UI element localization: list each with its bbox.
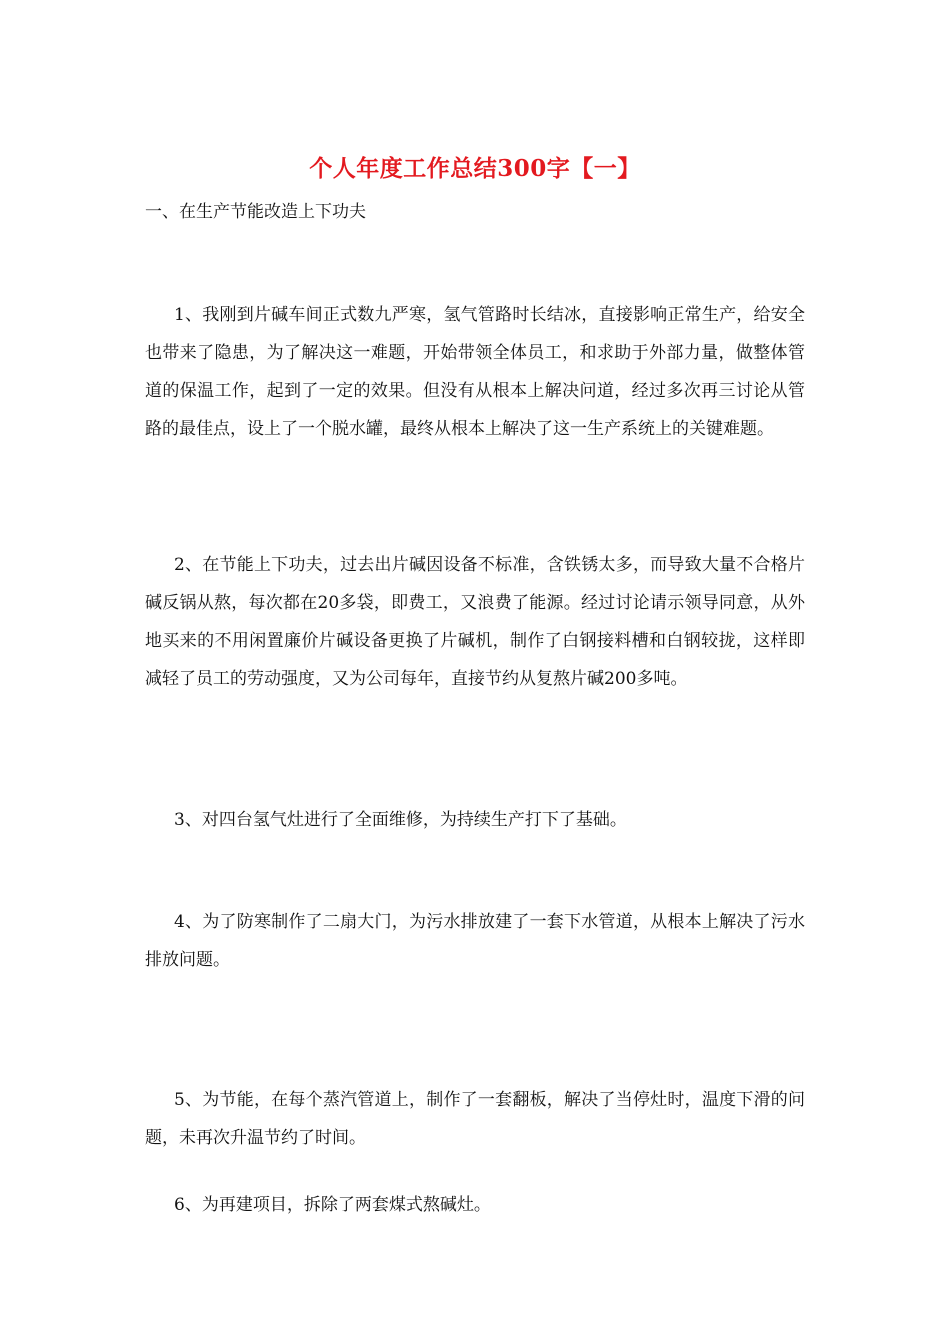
paragraph-1: 1、我刚到片碱车间正式数九严寒，氢气管路时长结冰，直接影响正常生产，给安全也带来了隐患，为了解决这一难题，开始带领全体员工，和求助于外部力量，做整体管道的保温工作，起到了一定的效果。但没有从根本上解决问道，经过多次再三讨论从管路的最佳点，设上了一个脱水罐，最终从根本上解决了这一生产系统上的关键难题。 [145, 305, 805, 439]
paragraph-2: 2、在节能上下功夫，过去出片碱因设备不标准，含铁锈太多，而导致大量不合格片碱反锅从熬，每次都在20多袋，即费工，又浪费了能源。经过讨论请示领导同意，从外地买来的不用闲置廉价片碱设备更换了片碱机，制作了白钢接料槽和白钢较拢，这样即减轻了员工的劳动强度，又为公司每年，直接节约从复熬片碱200多吨。 [145, 555, 805, 689]
paragraph-5: 5、为节能，在每个蒸汽管道上，制作了一套翻板，解决了当停灶时，温度下滑的问题，未再次升温节约了时间。 [145, 1090, 805, 1148]
paragraph-4: 4、为了防寒制作了二扇大门，为污水排放建了一套下水管道，从根本上解决了污水排放问题。 [145, 912, 805, 970]
section-heading: 一、在生产节能改造上下功夫 [145, 202, 366, 222]
document-title: 个人年度工作总结300字【一】 [309, 155, 641, 182]
paragraph-3: 3、对四台氢气灶进行了全面维修，为持续生产打下了基础。 [174, 810, 627, 830]
paragraph-6: 6、为再建项目，拆除了两套煤式熬碱灶。 [174, 1195, 491, 1215]
